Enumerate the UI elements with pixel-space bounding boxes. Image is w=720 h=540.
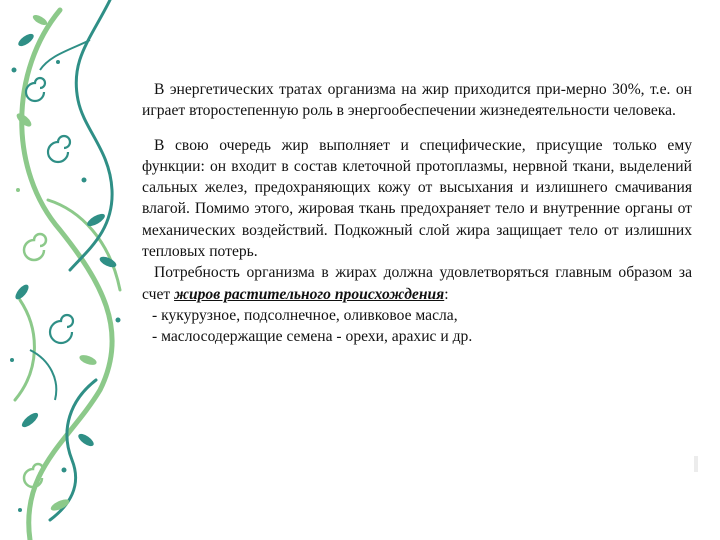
paragraph-gap [142, 122, 692, 135]
decorative-swirl-ornament [0, 0, 140, 540]
requirement-text: Потребность организма в жирах должна удовлетворяться главным образом за счет [142, 264, 692, 303]
plant-fats-emphasis: жиров растительного происхождения [174, 285, 445, 303]
list-item-oils: - кукурузное, подсолнечное, оливковое масла, [152, 306, 458, 324]
requirement-colon: : [444, 285, 449, 303]
list-item-seeds: - маслосодержащие семена - орехи, арахис и др. [152, 328, 473, 346]
slide-text-body [142, 79, 692, 348]
slide-edge-mark [694, 456, 698, 472]
paragraph-energy-role: В энергетических тратах организма на жир приходится при-мерно 30%, т.е. он играет второстепенную роль в энергообеспечении жизнедеятельности человека. [142, 81, 692, 120]
paragraph-specific-functions: В свою очередь жир выполняет и специфические, присущие только ему функции: он входит в состав клеточной протоплазмы, нервной ткани, выделений сальных желез, предохраняющих кожу от высыхания и излишнего смачивания влагой. Помимо этого, жировая ткань предохраняет тело и внутренние органы от механических воздействий. Подкожный слой жира защищает тело от излишних тепловых потерь. [142, 136, 692, 261]
paragraph-fat-requirement [142, 262, 692, 305]
